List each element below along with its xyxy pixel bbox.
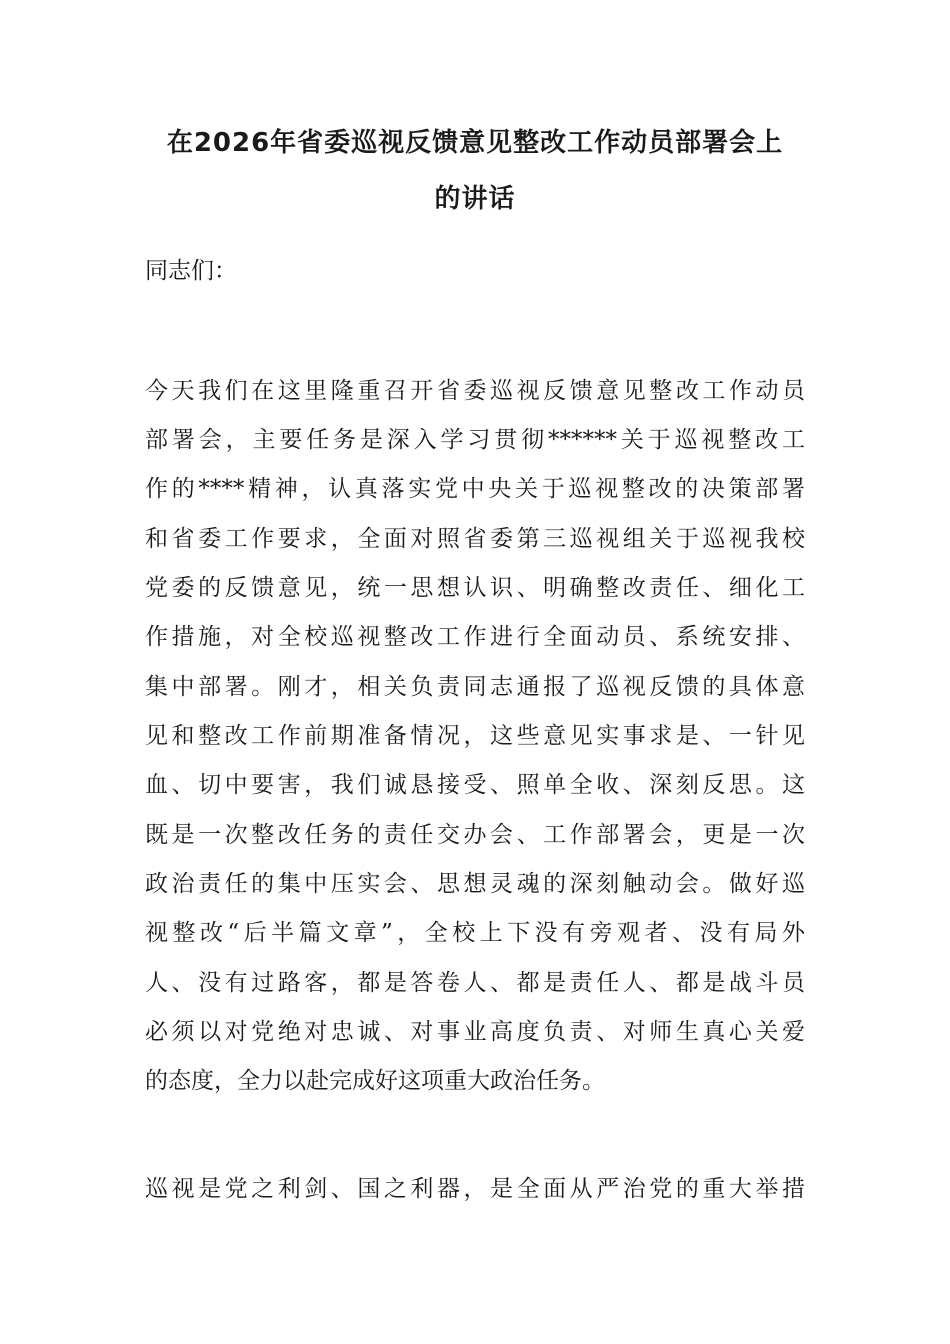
document-title-line-1: 在2026年省委巡视反馈意见整改工作动员部署会上: [166, 128, 784, 158]
paragraph-1-line: 党委的反馈意见，统一思想认识、明确整改责任、细化工: [145, 575, 805, 601]
paragraph-2-line: 巡视是党之利剑、国之利器，是全面从严治党的重大举措: [145, 1176, 805, 1202]
paragraph-1-line: 作的****精神，认真落实党中央关于巡视整改的决策部署: [145, 476, 805, 502]
paragraph-1-line: 集中部署。刚才，相关负责同志通报了巡视反馈的具体意: [145, 674, 805, 700]
greeting: 同志们：: [145, 258, 237, 284]
paragraph-1-line: 血、切中要害，我们诚恳接受、照单全收、深刻反思。这: [145, 772, 805, 798]
paragraph-1-line: 今天我们在这里隆重召开省委巡视反馈意见整改工作动员: [145, 378, 805, 404]
paragraph-1-line: 必须以对党绝对忠诚、对事业高度负责、对师生真心关爱: [145, 1019, 805, 1045]
paragraph-1-line: 部署会，主要任务是深入学习贯彻******关于巡视整改工: [145, 427, 805, 453]
paragraph-1-line: 和省委工作要求，全面对照省委第三巡视组关于巡视我校: [145, 526, 805, 552]
paragraph-1-line: 作措施，对全校巡视整改工作进行全面动员、系统安排、: [145, 624, 805, 650]
paragraph-1-line: 人、没有过路客，都是答卷人、都是责任人、都是战斗员: [145, 970, 805, 996]
document-title-line-2: 的讲话: [434, 184, 516, 214]
paragraph-1-line: 既是一次整改任务的责任交办会、工作部署会，更是一次: [145, 822, 805, 848]
paragraph-1-line: 视整改“后半篇文章”，全校上下没有旁观者、没有局外: [145, 920, 805, 946]
paragraph-1-line: 政治责任的集中压实会、思想灵魂的深刻触动会。做好巡: [145, 871, 805, 897]
paragraph-1-line: 见和整改工作前期准备情况，这些意见实事求是、一针见: [145, 723, 805, 749]
paragraph-1-line: 的态度，全力以赴完成好这项重大政治任务。: [145, 1068, 605, 1094]
